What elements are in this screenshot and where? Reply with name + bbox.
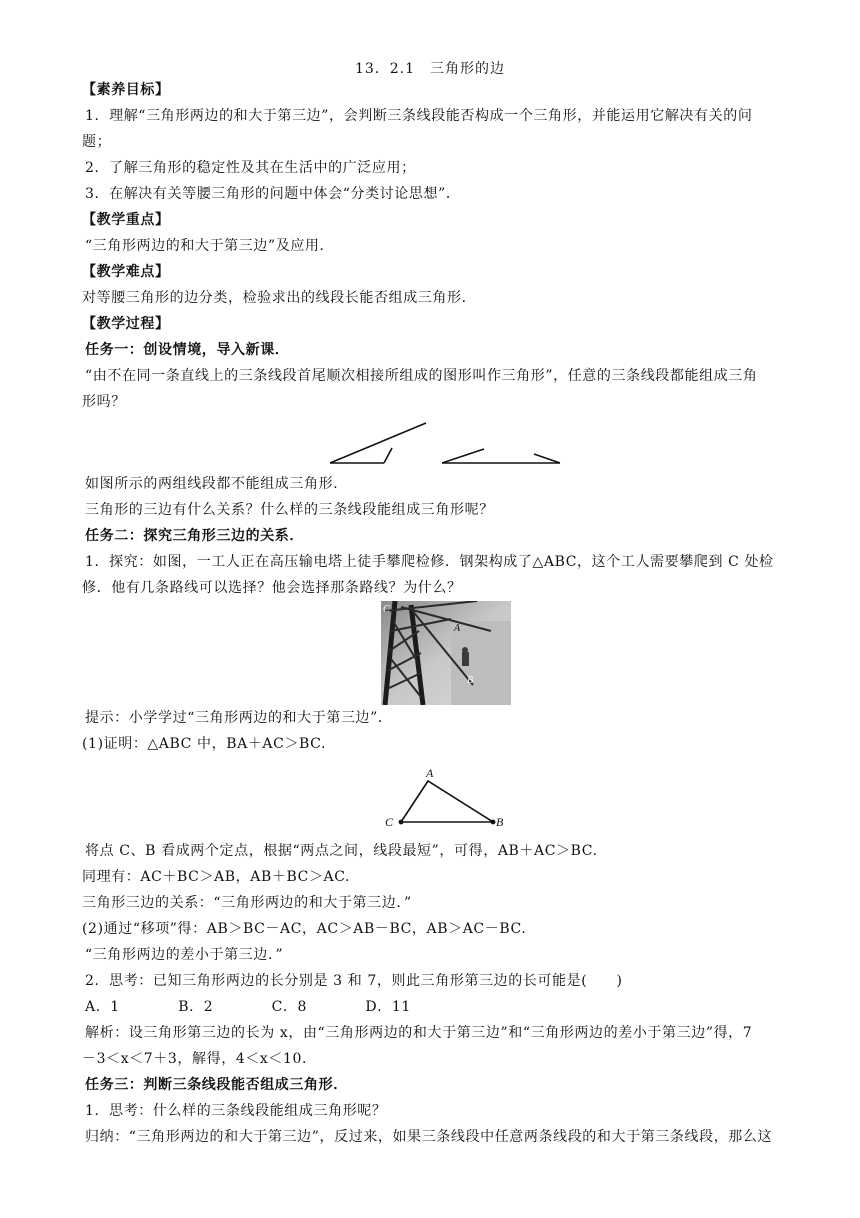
analysis-text-cont: －3＜x＜7＋3，解得，4＜x＜10. <box>82 1051 308 1067</box>
segment-groups-figure <box>320 418 570 470</box>
proof-text: (1)证明：△ABC 中，BA＋AC＞BC. <box>82 736 327 752</box>
page-title: 13．2.1 三角形的边 <box>354 61 506 77</box>
task-1-text: “由不在同一条直线上的三条线段首尾顺次相接所组成的图形叫作三角形”，任意的三条线段都能组成三角 <box>85 368 758 384</box>
task-1-text-cont: 形吗？ <box>82 394 126 410</box>
heading-process: 【教学过程】 <box>82 316 170 332</box>
transposition-text: (2)通过“移项”得：AB＞BC－AC，AC＞AB－BC，AB＞AC－BC. <box>82 921 527 937</box>
explore-text: 1．探究：如图，一工人正在高压输电塔上徒手攀爬检修．钢架构成了△ABC，这个工人需要攀爬到 C 处检 <box>85 554 774 570</box>
objective-1-cont: 题； <box>82 134 112 150</box>
think-question: 2．思考：已知三角形两边的长分别是 3 和 7，则此三角形第三边的长可能是( ) <box>85 973 623 989</box>
group2-right-segment <box>534 454 560 463</box>
triangle-label-a: A <box>426 766 434 780</box>
task-2-heading: 任务二：探究三角形三边的关系． <box>85 528 304 544</box>
photo-label-b: B <box>467 675 474 686</box>
heading-difficulty: 【教学难点】 <box>82 264 170 280</box>
heading-key-point: 【教学重点】 <box>82 212 170 228</box>
think-question-2: 1．思考：什么样的三条线段能组成三角形呢？ <box>85 1103 387 1119</box>
heading-objectives: 【素养目标】 <box>82 82 170 98</box>
group1-short-segment <box>384 448 392 463</box>
objective-1: 1．理解“三角形两边的和大于第三边”，会判断三条线段能否构成一个三角形，并能运用它解决有关的问 <box>85 108 753 124</box>
objective-2: 2．了解三角形的稳定性及其在生活中的广泛应用； <box>85 160 416 176</box>
triangle-abc-figure <box>375 763 515 833</box>
question-text: 三角形的三边有什么关系？什么样的三条线段能组成三角形呢？ <box>85 502 494 518</box>
hint-text: 提示：小学学过“三角形两边的和大于第三边”． <box>85 710 393 726</box>
triangle-label-c: C <box>385 815 394 829</box>
difficulty-text: 对等腰三角形的边分类，检验求出的线段长能否组成三角形． <box>82 290 477 306</box>
answer-options: A．1 B．2 C．8 D．11 <box>85 999 411 1015</box>
photo-label-c: C <box>383 604 390 615</box>
photo-label-a: A <box>454 623 461 634</box>
difference-rule: “三角形两边的差小于第三边．” <box>85 947 284 963</box>
figure-caption: 如图所示的两组线段都不能组成三角形． <box>85 476 348 492</box>
group1-long-segment <box>330 423 426 463</box>
objective-3: 3．在解决有关等腰三角形的问题中体会“分类讨论思想”． <box>85 186 461 202</box>
triangle-label-b: B <box>496 815 504 829</box>
summary-text: 归纳：“三角形两边的和大于第三边”，反过来，如果三条线段中任意两条线段的和大于第三条线段，那么这 <box>85 1129 773 1145</box>
task-1-heading: 任务一：创设情境，导入新课． <box>85 342 290 358</box>
proof-step-1: 将点 C、B 看成两个定点，根据“两点之间，线段最短”，可得，AB＋AC＞BC. <box>85 843 598 859</box>
tower-photo <box>381 601 511 705</box>
proof-step-2: 同理有：AC＋BC＞AB，AB＋BC＞AC. <box>82 869 351 885</box>
analysis-text: 解析：设三角形第三边的长为 x，由“三角形两边的和大于第三边”和“三角形两边的差小于第三边”得，7 <box>85 1025 753 1041</box>
group2-left-segment <box>442 449 484 463</box>
explore-text-cont: 修．他有几条路线可以选择？他会选择那条路线？为什么？ <box>82 580 462 596</box>
task-3-heading: 任务三：判断三条线段能否组成三角形． <box>85 1077 348 1093</box>
triangle-inequality-rule: 三角形三边的关系：“三角形两边的和大于第三边．” <box>82 895 412 911</box>
key-point-text: “三角形两边的和大于第三边”及应用． <box>85 238 335 254</box>
